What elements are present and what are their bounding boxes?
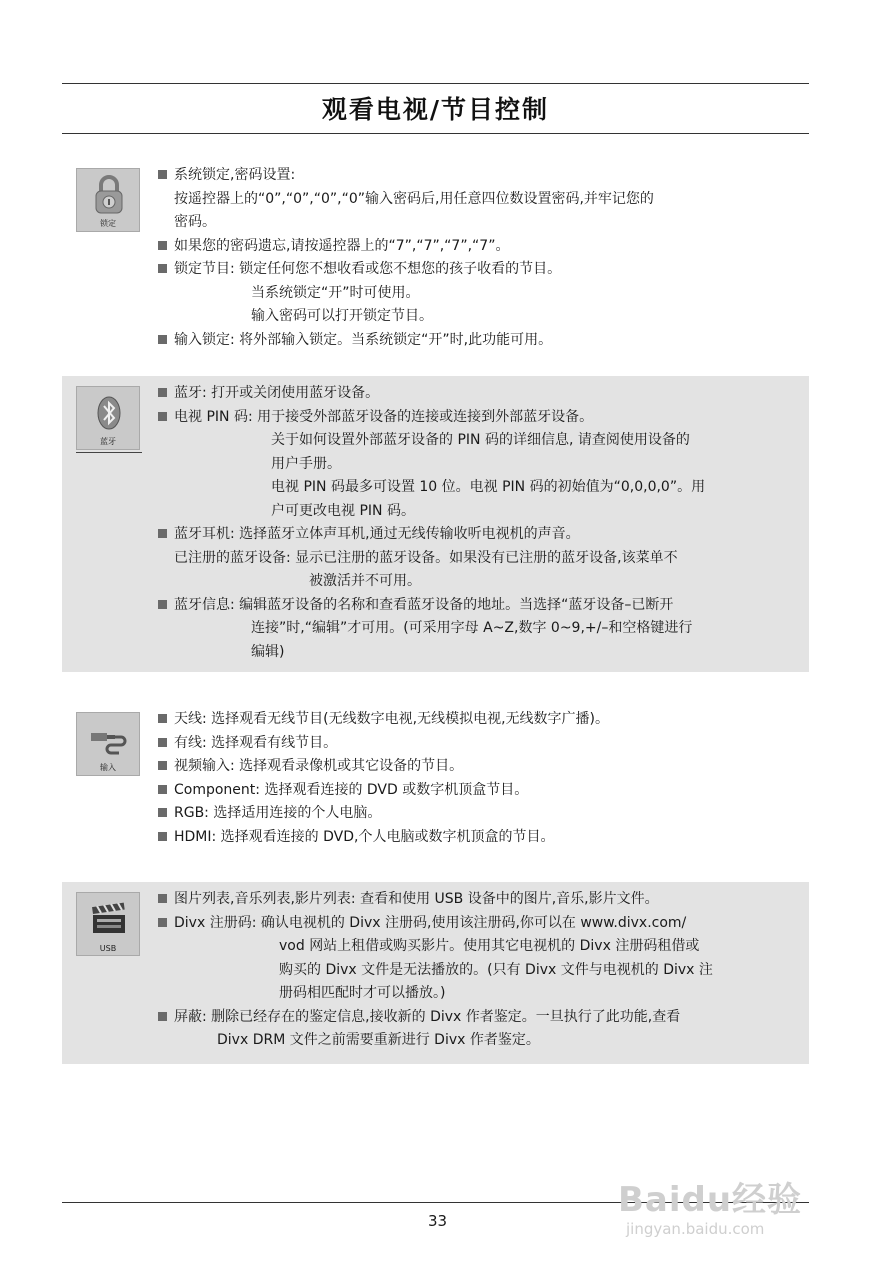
usb-icon-label: USB <box>99 944 117 953</box>
list-item: 蓝牙: 打开或关闭使用蓝牙设备。 <box>158 382 800 406</box>
padlock-icon <box>89 173 129 217</box>
list-item: vod 网站上租借或购买影片。使用其它电视机的 Divx 注册码租借或 <box>279 938 700 954</box>
list-item: 用户手册。 <box>271 455 341 472</box>
input-section <box>62 702 809 854</box>
list-item: 被激活并不可用。 <box>309 573 421 589</box>
input-icon-label: 输入 <box>100 763 116 772</box>
list-item: 已注册的蓝牙设备: 显示已注册的蓝牙设备。如果没有已注册的蓝牙设备,该菜单不 <box>174 549 678 566</box>
list-item: RGB: 选择适用连接的个人电脑。 <box>158 802 800 826</box>
list-item: Component: 选择观看连接的 DVD 或数字机顶盒节目。 <box>158 779 800 803</box>
icon-underline <box>76 452 142 453</box>
list-item: HDMI: 选择观看连接的 DVD,个人电脑或数字机顶盒的节目。 <box>158 826 800 850</box>
list-item: 册码相匹配时才可以播放。) <box>279 985 446 1001</box>
input-icon-tile <box>76 712 140 776</box>
usb-text <box>158 888 800 1053</box>
usb-icon-tile <box>76 892 140 956</box>
list-item: 图片列表,音乐列表,影片列表: 查看和使用 USB 设备中的图片,音乐,影片文件。 <box>158 888 800 912</box>
list-item: 关于如何设置外部蓝牙设备的 PIN 码的详细信息, 请查阅使用设备的 <box>271 432 690 448</box>
bluetooth-icon-tile <box>76 386 140 450</box>
list-item: 输入密码可以打开锁定节目。 <box>251 308 433 324</box>
top-rule <box>62 83 809 84</box>
list-item: 购买的 Divx 文件是无法播放的。(只有 Divx 文件与电视机的 Divx 注 <box>279 961 713 978</box>
lock-section <box>62 160 809 356</box>
list-item: 蓝牙信息: 编辑蓝牙设备的名称和查看蓝牙设备的地址。当选择“蓝牙设备–已断开 <box>158 594 800 618</box>
list-item: 连接”时,“编辑”才可用。(可采用字母 A~Z,数字 0~9,+/–和空格键进行 <box>251 620 693 636</box>
bluetooth-icon <box>89 391 129 435</box>
list-item: 锁定节目: 锁定任何您不想收看或您不想您的孩子收看的节目。 <box>158 258 800 282</box>
list-item: Divx 注册码: 确认电视机的 Divx 注册码,使用该注册码,你可以在 www.divx.com/ <box>158 912 800 936</box>
watermark-logo: Baidu经验 <box>618 1180 803 1220</box>
cable-plug-icon <box>89 717 129 761</box>
usb-section <box>62 882 809 1064</box>
title-rule <box>62 133 809 134</box>
page-title: 观看电视/节目控制 <box>321 95 550 124</box>
list-item: 电视 PIN 码最多可设置 10 位。电视 PIN 码的初始值为“0,0,0,0”。用 <box>271 479 706 495</box>
list-item: 有线: 选择观看有线节目。 <box>158 732 800 756</box>
list-item: 输入锁定: 将外部输入锁定。当系统锁定“开”时,此功能可用。 <box>158 329 800 353</box>
list-item: 编辑) <box>251 643 285 660</box>
list-item: 蓝牙耳机: 选择蓝牙立体声耳机,通过无线传输收听电视机的声音。 <box>158 523 800 547</box>
watermark-url: jingyan.baidu.com <box>626 1220 765 1238</box>
bluetooth-section <box>62 376 809 672</box>
list-item: 按遥控器上的“0”,“0”,“0”,“0”输入密码后,用任意四位数设置密码,并牢记您的 <box>174 190 654 207</box>
list-item: 密码。 <box>174 214 216 230</box>
input-text <box>158 708 800 849</box>
list-item: Divx DRM 文件之前需要重新进行 Divx 作者鉴定。 <box>217 1032 540 1048</box>
lock-text <box>158 164 800 352</box>
watermark <box>618 1168 828 1248</box>
list-item: 屏蔽: 删除已经存在的鉴定信息,接收新的 Divx 作者鉴定。一旦执行了此功能,查看 <box>158 1006 800 1030</box>
clapperboard-icon <box>89 897 129 941</box>
list-item: 如果您的密码遗忘,请按遥控器上的“7”,“7”,“7”,“7”。 <box>158 235 800 259</box>
page-number: 33 <box>427 1212 448 1230</box>
list-item: 户可更改电视 PIN 码。 <box>271 502 415 519</box>
bluetooth-text <box>158 382 800 664</box>
bluetooth-icon-label: 蓝牙 <box>100 437 116 446</box>
list-item: 天线: 选择观看无线节目(无线数字电视,无线模拟电视,无线数字广播)。 <box>158 708 800 732</box>
list-item: 电视 PIN 码: 用于接受外部蓝牙设备的连接或连接到外部蓝牙设备。 <box>158 406 800 430</box>
list-item: 系统锁定,密码设置: <box>158 164 800 188</box>
lock-icon-tile <box>76 168 140 232</box>
lock-icon-label: 锁定 <box>100 219 116 228</box>
list-item: 当系统锁定“开”时可使用。 <box>251 284 420 301</box>
list-item: 视频输入: 选择观看录像机或其它设备的节目。 <box>158 755 800 779</box>
